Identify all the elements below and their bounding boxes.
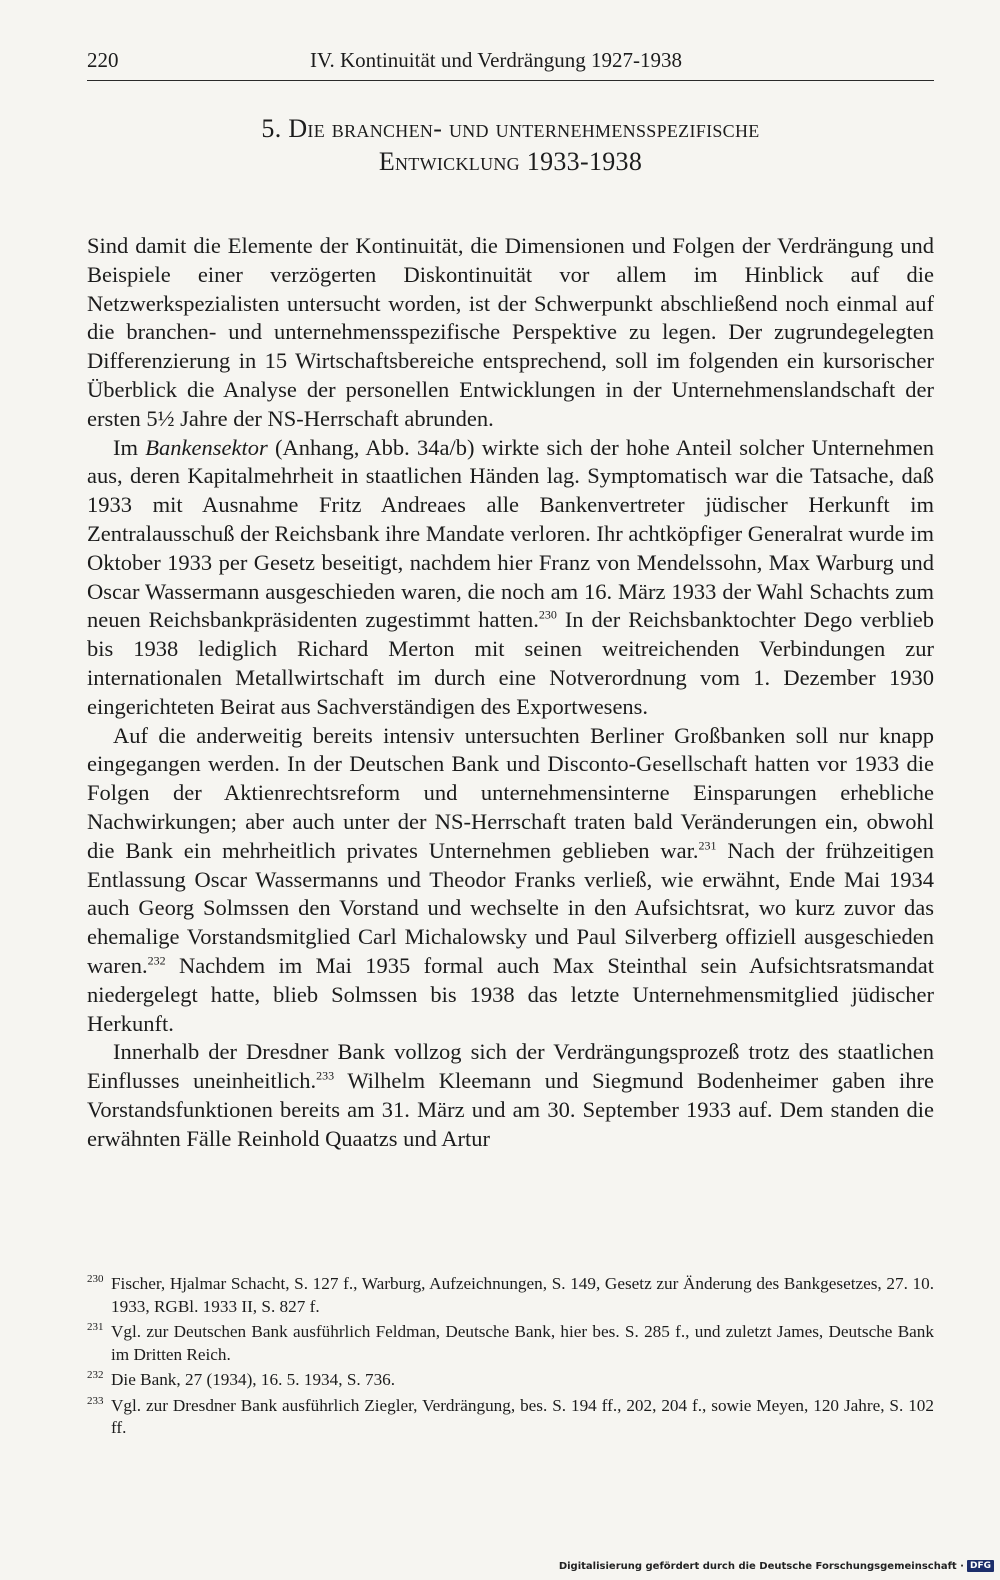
running-title: IV. Kontinuität und Verdrängung 1927-1938 bbox=[310, 48, 682, 72]
section-title-text-1: Die branchen- und unternehmensspezifische bbox=[288, 114, 760, 143]
footnote bbox=[87, 1273, 934, 1318]
digitization-note bbox=[559, 1560, 994, 1572]
paragraph-2-lead: Im bbox=[113, 434, 146, 460]
paragraph-4-part-a: Innerhalb der Dresdner Bank vollzog sich der Verdrängungsprozeß trotz des staatlichen Einflusses uneinheitlich. bbox=[87, 1039, 934, 1094]
footnote-ref-231: 231 bbox=[698, 838, 717, 853]
footnotes bbox=[87, 1273, 934, 1443]
section-title-line-1 bbox=[87, 112, 934, 145]
footnote-text: Fischer, Hjalmar Schacht, S. 127 f., Warburg, Aufzeichnungen, S. 149, Gesetz zur Änderung des Bankgesetzes, 27. 10. 1933, RGBl. 1933 II, S. 827 f. bbox=[111, 1274, 934, 1316]
footnote bbox=[87, 1395, 934, 1440]
paragraph-2-part-a: (Anhang, Abb. 34a/b) wirkte sich der hohe Anteil solcher Unternehmen aus, deren Kapitalmehrheit in staatlichen Händen lag. Symptomatisch war die Tatsache, daß 1933 mit Ausnahme Fritz Andreaes alle Bankenvertreter jüdischer Herkunft im Zentralausschuß der Reichsbank ihre Mandate verloren. Ihr achtköpfiger Generalrat wurde im Oktober 1933 per Gesetz beseitigt, nachdem hier Franz von Mendelssohn, Max Warburg und Oscar Wassermann ausgeschieden waren, die noch am 16. März 1933 der Wahl Schachts zum neuen Reichsbankpräsidenten zugestimmt hatten. bbox=[87, 434, 934, 633]
paragraph-4 bbox=[87, 1038, 934, 1153]
footnote-ref-230: 230 bbox=[538, 607, 557, 622]
paragraph-3-part-b: Nach der frühzeitigen Entlassung Oscar Wassermanns und Theodor Franks verließ, wie erwähnt, Ende Mai 1934 auch Georg Solmssen den Vorstand und wechselte in den Aufsichtsrat, wo kurz zuvor das ehemalige Vorstandsmitglied Carl Michalowsky und Paul Silverberg offiziell ausgeschieden waren. bbox=[87, 837, 934, 978]
footnote bbox=[87, 1369, 934, 1392]
paragraph-4-part-b: Wilhelm Kleemann und Siegmund Bodenheimer gaben ihre Vorstandsfunktionen bereits am 31. März und am 30. September 1933 auf. Dem standen die erwähnten Fälle Reinhold Quaatzs und Artur bbox=[87, 1068, 934, 1151]
section-title bbox=[87, 112, 934, 178]
page-number: 220 bbox=[87, 48, 119, 72]
footnote-number: 231 bbox=[87, 1321, 104, 1333]
paragraph-3 bbox=[87, 722, 934, 1039]
paragraph-2-part-b: In der Reichsbanktochter Dego verblieb bis 1938 lediglich Richard Merton mit seinen weitreichenden Verbindungen zur internationalen Metallwirtschaft im durch eine Notverordnung vom 1. Dezember 1930 eingerichteten Beirat aus Sachverständigen des Exportwesens. bbox=[87, 607, 934, 719]
footnote-number: 230 bbox=[87, 1273, 104, 1285]
footnote-ref-233: 233 bbox=[316, 1068, 335, 1083]
footnote-text: Vgl. zur Deutschen Bank ausführlich Feldman, Deutsche Bank, hier bes. S. 285 f., und zuletzt James, Deutsche Bank im Dritten Reich. bbox=[111, 1322, 934, 1364]
running-head bbox=[87, 44, 934, 81]
footnote-text: Vgl. zur Dresdner Bank ausführlich Ziegler, Verdrängung, bes. S. 194 ff., 202, 204 f., sowie Meyen, 120 Jahre, S. 102 ff. bbox=[111, 1395, 934, 1437]
footnote-number: 233 bbox=[87, 1394, 104, 1407]
section-title-line-2: Entwicklung 1933-1938 bbox=[378, 147, 643, 176]
section-number: 5. bbox=[261, 114, 282, 143]
paragraph-1: Sind damit die Elemente der Kontinuität, die Dimensionen und Folgen der Verdrängung und Beispiele einer verzögerten Diskontinuität vor allem im Hinblick auf die Netzwerkspezialisten untersucht worden, ist der Schwerpunkt abschließend noch einmal auf die branchen- und unternehmensspezifische Perspektive zu legen. Der zugrundegelegten Differenzierung in 15 Wirtschaftsbereiche entsprechend, soll im folgenden ein kursorischer Überblick die Analyse der personellen Entwicklungen in der Unternehmenslandschaft der ersten 5½ Jahre der NS-Herrschaft abrunden. bbox=[87, 233, 934, 431]
digitization-text: Digitalisierung gefördert durch die Deutsche Forschungsgemeinschaft · bbox=[558, 1560, 964, 1572]
paragraph-3-part-a: Auf die anderweitig bereits intensiv untersuchten Berliner Großbanken soll nur knapp eingegangen werden. In der Deutschen Bank und Disconto-Gesellschaft hatten vor 1933 die Folgen der Aktienrechtsreform und unternehmensinterne Einsparungen erhebliche Nachwirkungen; aber auch unter der NS-Herrschaft traten bald Veränderungen ein, obwohl die Bank ein mehrheitlich privates Unternehmen geblieben war. bbox=[87, 722, 934, 863]
paragraph-3-part-c: Nachdem im Mai 1935 formal auch Max Steinthal sein Aufsichtsratsmandat niedergelegt hatte, blieb Solmssen bis 1938 das letzte Unternehmensmitglied jüdischer Herkunft. bbox=[87, 952, 934, 1036]
footnote-text: Die Bank, 27 (1934), 16. 5. 1934, S. 736. bbox=[111, 1370, 396, 1389]
footnote-number: 232 bbox=[87, 1369, 104, 1381]
footnote-ref-232: 232 bbox=[147, 953, 166, 968]
paragraph-2 bbox=[87, 434, 934, 722]
dfg-logo: DFG bbox=[967, 1560, 994, 1572]
paragraph-2-italic: Bankensektor bbox=[145, 434, 268, 460]
footnote bbox=[87, 1321, 934, 1366]
body-text bbox=[87, 232, 934, 1154]
